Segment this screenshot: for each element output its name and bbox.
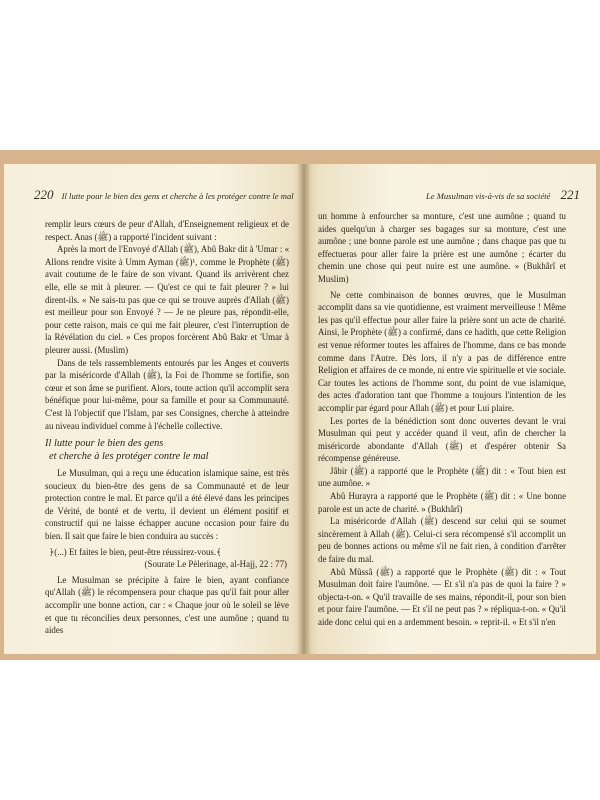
quran-quote: ﴿(...) Et faites le bien, peut-être réussirez-vous.﴾ — [49, 546, 222, 557]
right-page-number: 221 — [560, 187, 580, 202]
paragraph: Ne cette combinaison de bonnes œuvres, que le Musulman accomplit dans sa vie quotidienne, est vraiment merveilleuse ! Même les pas qu'il effectue pour aller faire la prière sont un acte de charité. Ainsi, le Prophète (ﷺ) a confirmé, dans ce hadith, que cette Religion est venue réformer toutes les affaires de l'homme, dans ce bas monde comme dans l'Autre. Dès lors, il n'y a pas de différence entre Religion et affaires de ce monde, ni entre vie spirituelle et vie sociale. Car toutes les actions de l'homme sont, du point de vue islamique, des actes d'adoration tant que l'homme a toujours l'intention de les accomplir par égard pour Allah (ﷺ) et pour Lui plaire. — [318, 289, 567, 413]
paragraph: Après la mort de l'Envoyé d'Allah (ﷺ), Abû Bakr dit à 'Umar : « Allons rendre visite à Umm Ayman (ﷺ)¹, comme le Prophète (ﷺ) avait coutume de le faire de son vivant. Quand ils arrivèrent chez elle, elle se mit à pleurer. — Qu'est ce qui te fait pleurer ? » lui dirent-ils. « Ne sais-tu pas que ce qui se trouve auprès d'Allah (ﷺ) est meilleur pour son Envoyé ? — Je ne pleure pas, répondit-elle, pour cette raison, mais ce qui me fait pleurer, c'est l'interruption de la Révélation du ciel. » Ces propos forcèrent Abû Bakr et 'Umar à pleurer aussi. (Muslim) — [45, 244, 290, 355]
quote-source: (Sourate Le Pèlerinage, al-Hajj, 22 : 77) — [144, 559, 287, 570]
right-running-head-text: Le Musulman vis-à-vis de sa société — [425, 191, 551, 201]
paragraph: remplir leurs cœurs de peur d'Allah, d'Enseignement religieux et de respect. Anas (ﷺ) a rapporté l'incident suivant : — [45, 219, 289, 242]
section-title — [45, 437, 289, 463]
right-running-head — [420, 187, 580, 202]
left-page-body — [45, 218, 289, 637]
paragraph: Dans de tels rassemblements entourés par les Anges et couverts par la miséricorde d'Allah (ﷺ), la Foi de l'homme se fortifie, son cœur et son âme se purifient. Alors, toute action qu'il accomplit sera bénéfique pour lui-même, pour sa famille et pour sa Communauté. C'est là l'objectif que l'Islam, par ses Consignes, cherche à atteindre au niveau individuel comme à l'échelle collective. — [45, 357, 290, 431]
left-page-number: 220 — [34, 187, 54, 202]
paragraph: Abû Hurayra a rapporté que le Prophète (ﷺ) dit : « Une bonne parole est un acte de charité. » (Bukhârî) — [318, 491, 567, 514]
right-page-body — [318, 210, 566, 629]
paragraph: La miséricorde d'Allah (ﷺ) descend sur celui qui se soumet sincèrement à Allah (ﷺ). Celui-ci sera récompensé s'il accomplit un peu de bonnes actions ou même s'il ne fait rien, à condition d'arrêter de faire du mal. — [318, 516, 566, 565]
left-running-head-text: Il lutte pour le bien des gens et cherche à les protéger contre le mal — [61, 191, 294, 201]
paragraph: Abû Mûssâ (ﷺ) a rapporté que le Prophète (ﷺ) dit : « Tout Musulman doit faire l'aumône. — Et s'il n'a pas de quoi la faire ? » objecta-t-on. « Qu'il travaille de ses mains, répondit-il, pour son bien et pour faire l'aumône. — Et s'il ne peut pas ? » répliqua-t-on. « Qu'il aide donc celui qui en a ardemment besoin. » reprit-il. « Et s'il n'en — [318, 566, 567, 627]
paragraph: Jâbir (ﷺ) a rapporté que le Prophète (ﷺ) dit : « Tout bien est une aumône. » — [318, 465, 566, 489]
paragraph: un homme à enfourcher sa monture, c'est une aumône ; quand tu aides quelqu'un à charger ses bagages sur sa monture, c'est une aumône ; une bonne parole est une aumône ; dans chaque pas que tu effectueras pour aller faire la prière est une aumône ; écarter du chemin une chose qui peut nuire est une aumône. » (Bukhârî et Muslim) — [318, 211, 566, 284]
section-title-line-1: Il lutte pour le bien des gens — [45, 438, 164, 450]
paragraph: Les portes de la bénédiction sont donc ouvertes devant le vrai Musulman qui peut y accéder quand il veut, afin de chercher la miséricorde abondante d'Allah (ﷺ) et d'espérer obtenir Sa récompense généreuse. — [318, 415, 567, 464]
left-running-head — [34, 187, 296, 202]
section-title-line-2: et cherche à les protéger contre le mal — [49, 451, 209, 463]
paragraph: Le Musulman, qui a reçu une éducation islamique saine, est très soucieux du bien-être des gens de sa Communauté et de leur protection contre le mal. Et parce qu'il a été élevé dans les principes de Vérité, de bonté et de vertu, il devient un élément positif et constructif qui ne laisse échapper aucune occasion pour faire du bien. Il sait que faire le bien conduira au succès : — [45, 468, 289, 542]
book-gutter — [297, 164, 311, 654]
paragraph: Le Musulman se précipite à faire le bien, ayant confiance qu'Allah (ﷺ) le récompensera pour chaque pas qu'il fait pour aller accomplir une bonne action, car : « Chaque jour où le soleil se lève et que tu réconcilies deux personnes, c'est une aumône ; quand tu aides — [45, 574, 289, 636]
